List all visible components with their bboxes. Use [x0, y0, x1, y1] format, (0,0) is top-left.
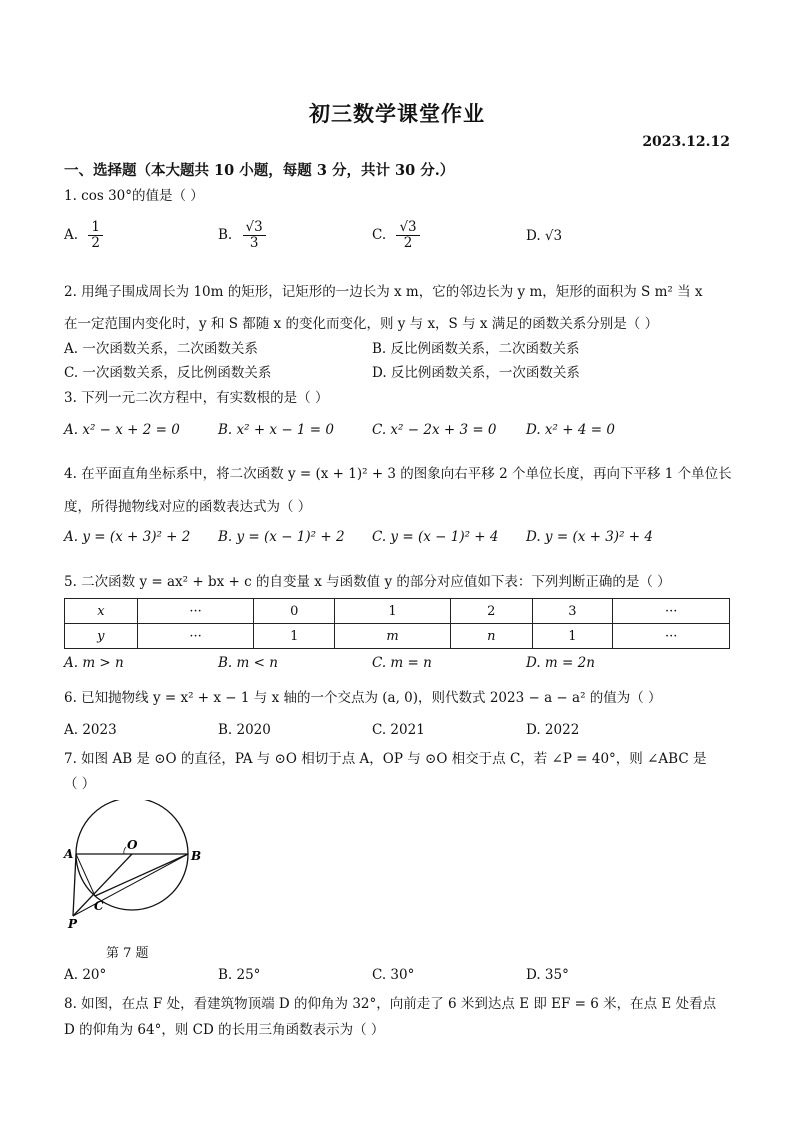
figure-caption: 第 7 题 [106, 946, 149, 961]
table-cell: x [65, 599, 138, 624]
q2-line1: 2. 用绳子围成周长为 10m 的矩形，记矩形的一边长为 x m，它的邻边长为 y m，矩形的面积为 S m² 当 x [64, 284, 703, 300]
table-cell: y [65, 624, 138, 649]
segment-ac [76, 854, 95, 896]
angle-mark [124, 847, 126, 854]
q4-option-d: D. y = (x + 3)² + 4 [526, 529, 653, 545]
table-cell: ··· [137, 624, 254, 649]
q3-option-c: C. x² − 2x + 3 = 0 [372, 422, 497, 438]
q6-option-b: B. 2020 [218, 722, 271, 738]
circle-tangent-figure [62, 800, 212, 930]
table-cell: 2 [451, 599, 533, 624]
table-cell: n [451, 624, 533, 649]
q2-option-d: D. 反比例函数关系，一次函数关系 [372, 365, 580, 381]
q7-option-d: D. 35° [526, 967, 569, 983]
q6-option-a: A. 2023 [64, 722, 117, 738]
q3-stem: 3. 下列一元二次方程中，有实数根的是（ ） [64, 390, 329, 406]
q4-option-b: B. y = (x − 1)² + 2 [218, 529, 345, 545]
q5-option-d: D. m = 2n [526, 655, 595, 671]
q2-option-c: C. 一次函数关系，反比例函数关系 [64, 365, 272, 381]
q6-stem: 6. 已知抛物线 y = x² + x − 1 与 x 轴的一个交点为 (a, 0)，则代数式 2023 − a − a² 的值为（ ） [64, 690, 662, 706]
table-cell: 1 [335, 599, 451, 624]
q3-option-a: A. x² − x + 2 = 0 [64, 422, 180, 438]
circle-o [76, 800, 188, 910]
q8-line2: D 的仰角为 64°，则 CD 的长用三角函数表示为（ ） [64, 1022, 385, 1038]
q4-line1: 4. 在平面直角坐标系中，将二次函数 y = (x + 1)² + 3 的图象向右平移 2 个单位长度，再向下平移 1 个单位长 [64, 466, 732, 482]
q7-line1: 7. 如图 AB 是 ⊙O 的直径，PA 与 ⊙O 相切于点 A，OP 与 ⊙O 相交于点 C，若 ∠P = 40°，则 ∠ABC 是 [64, 751, 707, 767]
table-cell: m [335, 624, 451, 649]
q2-option-a: A. 一次函数关系，二次函数关系 [64, 341, 258, 357]
table-cell: 1 [532, 624, 613, 649]
q2-option-b: B. 反比例函数关系，二次函数关系 [372, 341, 580, 357]
q4-option-a: A. y = (x + 3)² + 2 [64, 529, 191, 545]
table-row [65, 599, 730, 624]
q5-option-c: C. m = n [372, 655, 432, 671]
table-cell: ··· [613, 624, 730, 649]
label-b: B [191, 849, 202, 863]
q3-option-b: B. x² + x − 1 = 0 [218, 422, 335, 438]
q7-line2: （ ） [64, 776, 96, 792]
q6-option-c: C. 2021 [372, 722, 425, 738]
date-label: 2023.12.12 [642, 134, 730, 150]
section-heading: 一、选择题（本大题共 10 小题，每题 3 分，共计 30 分.） [64, 162, 455, 179]
q1-option-d: D. √3 [526, 228, 563, 244]
q1-option-c: C. $\frac{√3}{2}$ [372, 220, 420, 251]
value-table [64, 598, 730, 649]
q5-option-b: B. m < n [218, 655, 278, 671]
q3-option-d: D. x² + 4 = 0 [526, 422, 615, 438]
label-o: O [127, 838, 138, 852]
label-p: P [68, 917, 78, 930]
page-title: 初三数学课堂作业 [309, 101, 485, 126]
table-cell: 3 [532, 599, 613, 624]
q1-option-b: B. $\frac{√3}{3}$ [218, 220, 266, 251]
table-cell: ··· [613, 599, 730, 624]
q1-stem: 1. cos 30°的值是（ ） [64, 188, 204, 204]
table-row [65, 624, 730, 649]
q7-option-a: A. 20° [64, 967, 107, 983]
segment-cb [95, 854, 188, 896]
q5-option-a: A. m > n [64, 655, 124, 671]
tangent-pa [73, 854, 76, 916]
q7-option-c: C. 30° [372, 967, 415, 983]
table-cell: 1 [254, 624, 335, 649]
table-cell: 0 [254, 599, 335, 624]
q7-option-b: B. 25° [218, 967, 261, 983]
q5-stem: 5. 二次函数 y = ax² + bx + c 的自变量 x 与函数值 y 的部分对应值如下表：下列判断正确的是（ ） [64, 574, 671, 590]
q6-option-d: D. 2022 [526, 722, 580, 738]
q4-line2: 度，所得抛物线对应的函数表达式为（ ） [64, 499, 312, 515]
q4-option-c: C. y = (x − 1)² + 4 [372, 529, 499, 545]
q8-line1: 8. 如图，在点 F 处，看建筑物顶端 D 的仰角为 32°，向前走了 6 米到达点 E 即 EF = 6 米，在点 E 处看点 [64, 996, 717, 1012]
q2-line2: 在一定范围内变化时，y 和 S 都随 x 的变化而变化，则 y 与 x，S 与 x 满足的函数关系分别是（ ） [64, 316, 659, 332]
table-cell: ··· [137, 599, 254, 624]
q1-option-a: A. $\frac{1}{2}$ [64, 220, 103, 251]
label-a: A [64, 847, 74, 861]
label-c: C [94, 899, 104, 913]
